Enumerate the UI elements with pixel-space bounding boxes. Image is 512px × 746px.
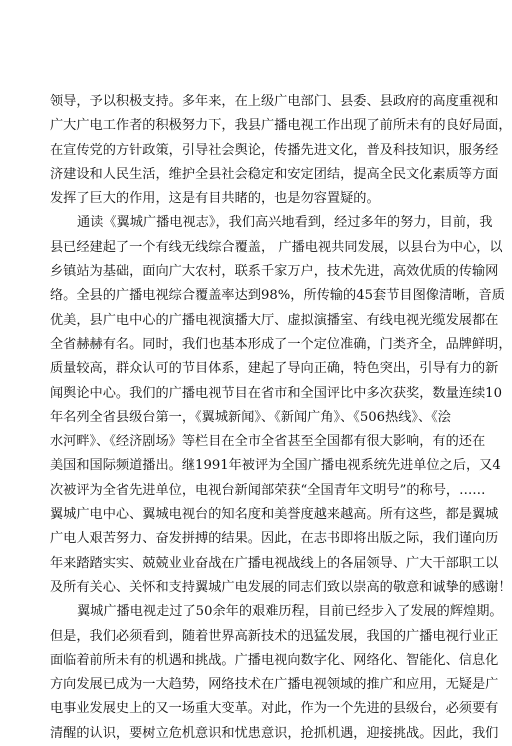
text-line: 美国和国际频道播出。继1991年被评为全国广播电视系统先进单位之后，又4 [50, 458, 501, 474]
text-line: 水河畔》、《经济剧场》等栏目在全市全省甚至全国都有很大影响，有的还在 [50, 434, 486, 450]
text-line: 全省赫赫有名。同时，我们也基本形成了一个定位准确，门类齐全，品牌鲜明， [50, 336, 512, 352]
text-line: 及所有关心、关怀和支持翼城广电发展的同志们致以崇高的敬意和诚挚的感谢！ [50, 579, 512, 595]
text-line: 面临着前所未有的机遇和挑战。广播电视向数字化、网络化、智能化、信息化 [50, 652, 499, 668]
text-line: 优美，县广电中心的广播电视演播大厅、虚拟演播室、有线电视光缆发展都在 [50, 312, 499, 328]
text-line: 年名列全省县级台第一，《翼城新闻》、《新闻广角》、《506热线》、《浍 [50, 409, 451, 425]
text-line: 济建设和人民生活，维护全县社会稳定和安定团结，提高全民文化素质等方面 [50, 166, 499, 182]
text-line: 县已经建起了一个有线无线综合覆盖， 广播电视共同发展，以县台为中心，以 [50, 239, 503, 255]
text-line: 清醒的认识，要树立危机意识和忧患意识，抢抓机遇，迎接挑战。因此，我们 [50, 725, 499, 741]
text-line: 发挥了巨大的作用，这是有目共睹的，也是勿容置疑的。 [50, 191, 380, 207]
text-line: 但是，我们必须看到，随着世界高新技术的迅猛发展，我国的广播电视行业正 [50, 628, 499, 644]
text-line: 乡镇站为基础，面向广大农村，联系千家万户，技术先进，高效优质的传输网 [50, 264, 499, 280]
text-line: 络。全县的广播电视综合覆盖率达到98%，所传输的45套节目图像清晰，音质 [50, 288, 505, 304]
text-line: 在宣传党的方针政策，引导社会舆论，传播先进文化，普及科技知识，服务经 [50, 142, 499, 158]
text-line: 广大广电工作者的积极努力下，我县广播电视工作出现了前所未有的良好局面， [50, 118, 512, 134]
text-line: 次被评为全省先进单位，电视台新闻部荣获“全国青年文明号”的称号，…… [50, 482, 486, 498]
text-line: 闻舆论中心。我们的广播电视节目在省市和全国评比中多次获奖，数量连续10 [50, 385, 502, 401]
text-line: 电事业发展史上的又一场重大变革。对此，作为一个先进的县级台，必须要有 [50, 701, 499, 717]
text-line: 质量较高，群众认可的节目体系，建起了导向正确，特色突出，引导有力的新 [50, 361, 499, 377]
text-line: 领导，予以积极支持。多年来，在上级广电部门、县委、县政府的高度重视和 [50, 94, 499, 109]
paragraph-first-line: 翼城广播电视走过了50余年的艰难历程，目前已经步入了发展的辉煌期。 [77, 604, 503, 620]
text-line: 年来踏踏实实、兢兢业业奋战在广播电视战线上的各届领导、广大干部职工以 [50, 555, 499, 571]
text-line: 广电人艰苦努力、奋发拼搏的结果。因此，在志书即将出版之际，我们谨向历 [50, 531, 499, 547]
text-line: 翼城广电中心、翼城电视台的知名度和美誉度越来越高。所有这些，都是翼城 [50, 507, 499, 523]
text-line: 方向发展已成为一大趋势，网络技术在广播电视领域的推广和应用，无疑是广 [50, 677, 499, 693]
paragraph-first-line: 通读《翼城广播电视志》，我们高兴地看到，经过多年的努力，目前，我 [77, 215, 493, 231]
